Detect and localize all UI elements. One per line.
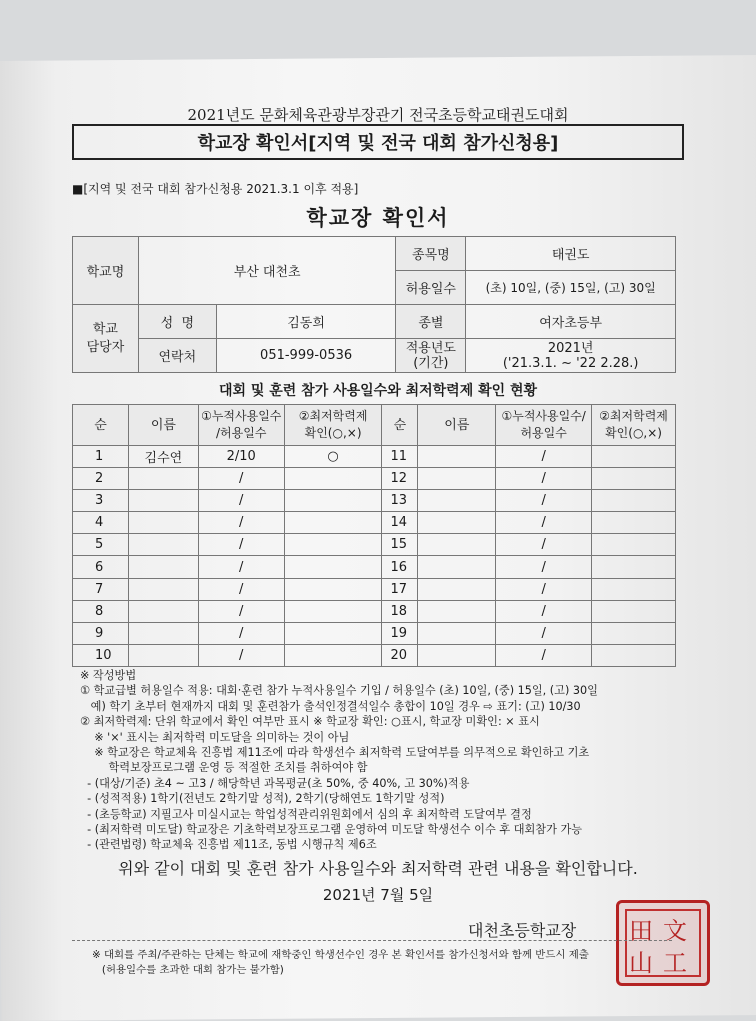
cell-used: 2/10	[198, 446, 284, 468]
cell-grade	[284, 578, 382, 600]
cell-no2: 12	[382, 468, 418, 490]
cell-grade	[284, 600, 382, 622]
header-name-2: 이름	[418, 405, 496, 446]
header-no: 순	[73, 405, 129, 446]
cell-name2	[418, 556, 496, 578]
cell-no2: 20	[382, 644, 418, 666]
footnote	[92, 948, 712, 978]
allow-days-value: (초) 10일, (중) 15일, (고) 30일	[466, 271, 676, 305]
cell-name	[128, 490, 198, 512]
cell-no2: 16	[382, 556, 418, 578]
instruction-line: - (초등학교) 지필고사 미실시교는 학업성적관리위원회에서 심의 후 최저학력 도달여부 결정	[80, 807, 532, 821]
contact-label: 연락처	[138, 339, 216, 373]
cell-no: 5	[73, 534, 129, 556]
header-min-grade-2: ②최저학력제 확인(○,×)	[592, 405, 676, 446]
cell-grade2	[592, 556, 676, 578]
cell-used2: /	[496, 512, 592, 534]
cell-grade	[284, 622, 382, 644]
table-row	[73, 600, 676, 622]
cell-name2	[418, 622, 496, 644]
table-row	[73, 490, 676, 512]
cell-name2	[418, 534, 496, 556]
instruction-line: - (관련법령) 학교체육 진흥법 제11조, 동법 시행규칙 제6조	[80, 838, 377, 852]
cell-grade	[284, 468, 382, 490]
cell-grade2	[592, 600, 676, 622]
cell-no: 2	[73, 468, 129, 490]
cell-no2: 11	[382, 446, 418, 468]
cell-used: /	[198, 644, 284, 666]
instruction-line: 예) 학기 초부터 현재까지 대회 및 훈련참가 출석인정결석일수 총합이 10일 경우 ⇨ 표기: (고) 10/30	[80, 699, 581, 713]
footnote-line: ※ 대회를 주최/주관하는 단체는 학교에 재학중인 학생선수인 경우 본 확인서를 참가신청서와 함께 반드시 제출	[92, 949, 589, 961]
cell-grade	[284, 512, 382, 534]
cell-used2: /	[496, 468, 592, 490]
manager-label: 학교 담당자	[73, 305, 139, 373]
cell-no2: 14	[382, 512, 418, 534]
form-title: 학교장 확인서	[306, 206, 450, 230]
period-value: 2021년 ('21.3.1. ~ '22 2.28.)	[466, 339, 676, 373]
cell-no: 10	[73, 644, 129, 666]
table-row	[73, 578, 676, 600]
cell-used: /	[198, 534, 284, 556]
cell-used2: /	[496, 644, 592, 666]
cell-name	[128, 578, 198, 600]
cell-grade2	[592, 468, 676, 490]
principal-seal-icon: ⽥ ⽂ ⼭ ⼯	[616, 900, 710, 986]
cell-grade2	[592, 512, 676, 534]
contact-value: 051-999-0536	[216, 339, 396, 373]
footnote-divider	[72, 940, 672, 941]
table-row	[73, 556, 676, 578]
cell-used: /	[198, 578, 284, 600]
cell-grade	[284, 644, 382, 666]
cell-no2: 19	[382, 622, 418, 644]
event-label: 종목명	[396, 237, 466, 271]
cell-used2: /	[496, 578, 592, 600]
cell-name	[128, 468, 198, 490]
student-status-table	[72, 404, 676, 667]
confirmation-date: 2021년 7월 5일	[322, 886, 434, 904]
cell-grade2	[592, 578, 676, 600]
table-row	[73, 468, 676, 490]
table-row	[73, 534, 676, 556]
cell-name2	[418, 468, 496, 490]
cell-used: /	[198, 512, 284, 534]
header-used-days-2: ①누적사용일수/ 허용일수	[496, 405, 592, 446]
cell-grade2	[592, 446, 676, 468]
instruction-line: ② 최저학력제: 단위 학교에서 확인 여부만 표시 ※ 학교장 확인: ○표시, 학교장 미확인: × 표시	[80, 715, 540, 729]
confirmation-statement: 위와 같이 대회 및 훈련 참가 사용일수와 최저학력 관련 내용을 확인합니다.	[118, 859, 638, 878]
table-row	[73, 512, 676, 534]
cell-grade	[284, 490, 382, 512]
cell-name	[128, 644, 198, 666]
cell-grade	[284, 534, 382, 556]
cell-name2	[418, 578, 496, 600]
table-row	[73, 644, 676, 666]
cell-name2	[418, 600, 496, 622]
cell-no2: 15	[382, 534, 418, 556]
cell-used2: /	[496, 600, 592, 622]
document-title-box	[72, 124, 684, 160]
cell-used2: /	[496, 622, 592, 644]
division-label: 종별	[396, 305, 466, 339]
cell-no: 7	[73, 578, 129, 600]
cell-grade2	[592, 534, 676, 556]
cell-grade2	[592, 490, 676, 512]
cell-name2	[418, 490, 496, 512]
cell-name	[128, 534, 198, 556]
cell-no2: 18	[382, 600, 418, 622]
cell-used2: /	[496, 490, 592, 512]
event-header: 2021년도 문화체육관광부장관기 전국초등학교태권도대회	[187, 106, 569, 124]
division-value: 여자초등부	[466, 305, 676, 339]
instruction-line: 학력보장프로그램 운영 등 적절한 조치를 취하여야 함	[80, 761, 368, 775]
cell-name2	[418, 512, 496, 534]
status-title: 대회 및 훈련 참가 사용일수와 최저학력제 확인 현황	[218, 383, 538, 399]
cell-name	[128, 600, 198, 622]
cell-name	[128, 512, 198, 534]
cell-no: 3	[73, 490, 129, 512]
header-no-2: 순	[382, 405, 418, 446]
cell-no: 4	[73, 512, 129, 534]
instruction-line: - (성적적용) 1학기(전년도 2학기말 성적), 2학기(당해연도 1학기말 성적)	[80, 792, 445, 806]
instruction-line: ※ '×' 표시는 최저학력 미도달을 의미하는 것이 아님	[80, 730, 350, 744]
cell-name	[128, 556, 198, 578]
cell-grade2	[592, 644, 676, 666]
instruction-line: - (최저학력 미도달) 학교장은 기초학력보장프로그램 운영하여 미도달 학생선수 이수 후 대회참가 가능	[80, 823, 583, 837]
cell-no: 6	[73, 556, 129, 578]
cell-used: /	[198, 468, 284, 490]
cell-name2	[418, 644, 496, 666]
cell-used: /	[198, 600, 284, 622]
school-label: 학교명	[73, 237, 139, 305]
cell-no2: 17	[382, 578, 418, 600]
header-used-days: ①누적사용일수 /허용일수	[198, 405, 284, 446]
cell-used2: /	[496, 446, 592, 468]
cell-grade2	[592, 622, 676, 644]
cell-name2	[418, 446, 496, 468]
name-value: 김동희	[216, 305, 396, 339]
cell-used2: /	[496, 534, 592, 556]
cell-grade	[284, 556, 382, 578]
applicability-note: ■[지역 및 전국 대회 참가신청용 2021.3.1 이후 적용]	[72, 182, 359, 196]
name-label: 성 명	[138, 305, 216, 339]
cell-used: /	[198, 622, 284, 644]
school-value: 부산 대천초	[138, 237, 396, 305]
allow-days-label: 허용일수	[396, 271, 466, 305]
instruction-line: - (대상/기준) 초4 ~ 고3 / 해당학년 과목평균(초 50%, 중 40%, 고 30%)적용	[80, 776, 470, 790]
table-row	[73, 622, 676, 644]
cell-no: 9	[73, 622, 129, 644]
school-info-table	[72, 236, 676, 373]
cell-name	[128, 622, 198, 644]
header-name: 이름	[128, 405, 198, 446]
header-min-grade: ②최저학력제 확인(○,×)	[284, 405, 382, 446]
cell-used2: /	[496, 556, 592, 578]
cell-used: /	[198, 556, 284, 578]
instruction-line: ※ 학교장은 학교체육 진흥법 제11조에 따라 학생선수 최저학력 도달여부를 의무적으로 확인하고 기초	[80, 746, 590, 760]
table-row	[73, 446, 676, 468]
instruction-line: ① 학교급별 허용일수 적용: 대회·훈련 참가 누적사용일수 기입 / 허용일수 (초) 10일, (중) 15일, (고) 30일	[80, 684, 598, 698]
cell-name: 김수연	[128, 446, 198, 468]
event-value: 태권도	[466, 237, 676, 271]
principal-signature: 대천초등학교장	[468, 921, 577, 940]
instruction-line: ※ 작성방법	[80, 669, 137, 682]
cell-used: /	[198, 490, 284, 512]
cell-no2: 13	[382, 490, 418, 512]
period-label: 적용년도 (기간)	[396, 339, 466, 373]
document-title: 학교장 확인서[지역 및 전국 대회 참가신청용]	[197, 133, 559, 154]
cell-no: 8	[73, 600, 129, 622]
writing-instructions	[80, 668, 720, 853]
cell-no: 1	[73, 446, 129, 468]
footnote-line: (허용일수를 초과한 대회 참가는 불가함)	[92, 964, 284, 976]
cell-grade: ○	[284, 446, 382, 468]
